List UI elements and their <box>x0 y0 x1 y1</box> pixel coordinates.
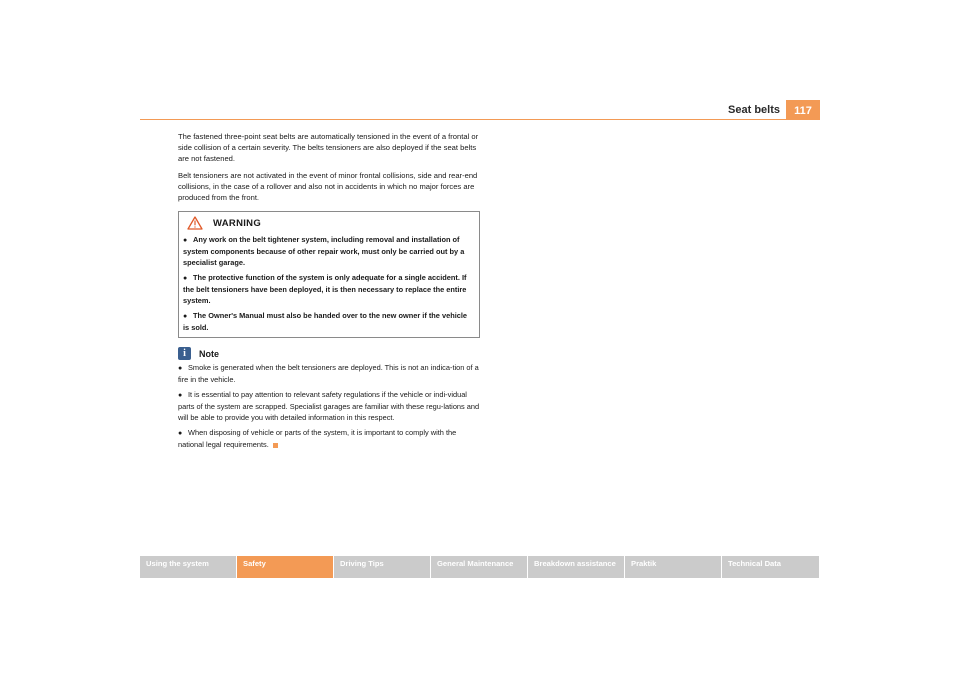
note-item: ● Smoke is generated when the belt tensioners are deployed. This is not an indica-tion of a fire in the vehicle. <box>178 363 479 384</box>
note-item: ● When disposing of vehicle or parts of the system, it is important to comply with the national legal requirements. <box>178 428 457 449</box>
bullet-icon: ● <box>183 237 188 244</box>
note-title: Note <box>199 348 219 359</box>
info-icon: i <box>178 347 191 360</box>
warning-box <box>178 211 480 338</box>
page-number: 117 <box>786 100 820 120</box>
warning-item: ● Any work on the belt tightener system, including removal and installation of system components because of other repair work, must only be carried out by a specialist garage. <box>183 235 465 267</box>
nav-tab-safety[interactable]: Safety <box>237 556 333 578</box>
warning-title: WARNING <box>213 217 262 229</box>
warning-header <box>183 216 475 230</box>
warning-item: ● The protective function of the system is only adequate for a single accident. If the belt tensioners have been deployed, it is then necessary to replace the entire system. <box>183 273 467 305</box>
footer-nav <box>140 556 820 578</box>
body-paragraph: Belt tensioners are not activated in the event of minor frontal collisions, side and rear-end collisions, in the case of a rollover and also not in accidents in which no major forces are produced from the front. <box>178 171 478 202</box>
bullet-icon: ● <box>178 365 183 372</box>
bullet-icon: ● <box>178 430 183 437</box>
note-item: ● It is essential to pay attention to relevant safety regulations if the vehicle or indi-vidual parts of the system are scrapped. Specialist garages are familiar with these regu-lations and will be able to provide you with detailed information in this respect. <box>178 390 480 422</box>
nav-tab-driving-tips[interactable]: Driving Tips <box>334 556 430 578</box>
nav-tab-praktik[interactable]: Praktik <box>625 556 721 578</box>
body-paragraph: The fastened three-point seat belts are automatically tensioned in the event of a frontal or side collision of a certain severity. The belts tensioners are also deployed if the seat belts are not fastened. <box>178 132 479 163</box>
warning-triangle-icon <box>187 216 203 230</box>
note-header <box>178 347 480 360</box>
nav-tab-using-the-system[interactable]: Using the system <box>140 556 236 578</box>
bullet-icon: ● <box>183 313 188 320</box>
nav-tab-technical-data[interactable]: Technical Data <box>722 556 819 578</box>
nav-tab-breakdown-assistance[interactable]: Breakdown assistance <box>528 556 624 578</box>
warning-item: ● The Owner's Manual must also be handed over to the new owner if the vehicle is sold. <box>183 311 468 332</box>
main-content <box>178 131 480 454</box>
header-rule <box>140 119 820 120</box>
bullet-icon: ● <box>178 392 183 399</box>
nav-tab-general-maintenance[interactable]: General Maintenance <box>431 556 527 578</box>
bullet-icon: ● <box>183 275 188 282</box>
section-end-icon <box>273 443 278 448</box>
page-title: Seat belts <box>728 104 780 116</box>
